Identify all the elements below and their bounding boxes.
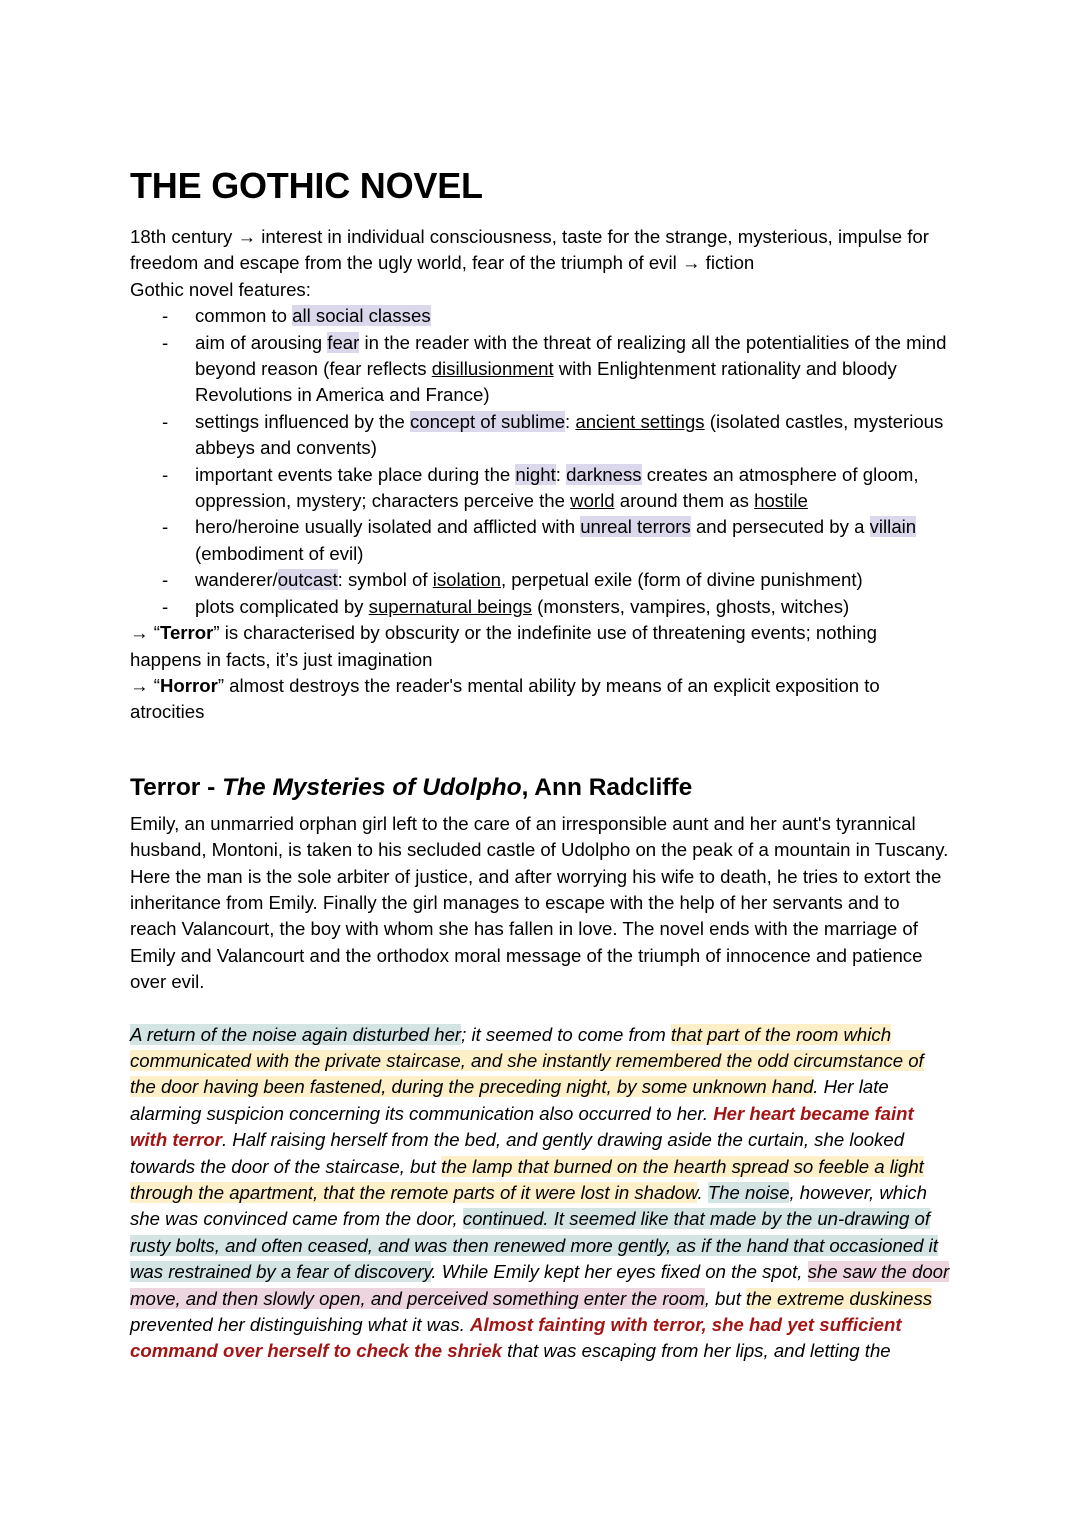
excerpt-segment: . Her late alarming suspicion concerning its communication also occurred to her. — [130, 1076, 889, 1124]
item-text: aim of arousing — [195, 331, 328, 353]
terror-definition — [130, 620, 950, 673]
excerpt-yel-segment: the lamp that burned on the hearth spread so feeble a light through the apartment, that the remote parts of it were lost in shadow — [130, 1155, 924, 1203]
features-list — [130, 303, 950, 620]
list-item — [195, 594, 950, 620]
plot-summary: Emily, an unmarried orphan girl left to the care of an irresponsible aunt and her aunt's tyrannical husband, Montoni, is taken to his secluded castle of Udolpho on the peak of a mountain in Tuscany. Here the man is the sole arbiter of justice, and after worrying his wife to death, he tries to extort the inheritance from Emily. Finally the girl manages to escape with the help of her servants and to reach Valancourt, the boy with whom she has fallen in love. The novel ends with the marriage of Emily and Valancourt and the orthodox moral message of the triumph of innocence and patience over evil. — [130, 812, 949, 993]
underlined-term: supernatural beings — [368, 595, 532, 617]
underlined-term: ancient settings — [575, 410, 705, 432]
quote-mark: “ — [153, 622, 160, 644]
definition-text: ” is characterised by obscurity or the indefinite use of threatening events; nothing happens in facts, it’s just imagination — [130, 622, 877, 670]
horror-definition — [130, 673, 950, 726]
excerpt-segment: , but — [704, 1287, 747, 1309]
arrow-symbol: → — [130, 622, 149, 644]
item-text: creates an atmosphere of gloom, oppression, mystery; characters perceive the — [195, 463, 919, 512]
list-item — [195, 330, 950, 409]
item-text: plots complicated by — [195, 595, 369, 617]
features-heading: Gothic novel features: — [130, 278, 311, 300]
arrow-symbol: → — [681, 252, 701, 274]
item-text: : — [565, 410, 576, 432]
excerpt-segment: prevented her distinguishing what it was. — [130, 1314, 471, 1336]
excerpt-segment: that was escaping from her lips, and letting the — [502, 1340, 891, 1362]
author-name: , Ann Radcliffe — [521, 773, 693, 801]
item-text: with Enlightenment rationality and bloody Revolutions in America and France) — [195, 358, 897, 406]
highlighted-term: unreal terrors — [580, 516, 691, 538]
term-horror: Horror — [159, 674, 218, 696]
excerpt-red-segment: Almost fainting with terror, she had yet sufficient command over herself to check the shriek — [130, 1314, 902, 1362]
list-item — [195, 409, 950, 462]
quote-mark: “ — [153, 674, 160, 696]
item-text: : — [555, 463, 567, 485]
intro-text: fiction — [705, 252, 755, 274]
excerpt-red-segment: Her heart became faint with terror — [130, 1102, 914, 1151]
excerpt-yel-segment: the extreme duskiness — [746, 1287, 933, 1309]
term-terror: Terror — [159, 622, 214, 644]
item-text: (embodiment of evil) — [195, 542, 364, 564]
highlighted-term: fear — [327, 331, 360, 353]
list-item — [195, 462, 950, 515]
item-text: : symbol of — [337, 569, 433, 591]
highlighted-term: concept of sublime — [410, 410, 566, 432]
item-text: hero/heroine usually isolated and afflicted with — [195, 516, 581, 538]
highlighted-term: darkness — [566, 463, 642, 485]
item-text: (monsters, vampires, ghosts, witches) — [531, 595, 850, 617]
item-text: important events take place during the — [195, 463, 516, 485]
item-text: (isolated castles, mysterious abbeys and convents) — [195, 410, 944, 459]
item-text: , perpetual exile (form of divine punishment) — [500, 569, 863, 591]
highlighted-term: outcast — [277, 569, 338, 591]
definition-text: ” almost destroys the reader's mental ability by means of an explicit exposition to atrocities — [130, 674, 880, 723]
intro-paragraph — [130, 224, 950, 303]
item-text: around them as — [614, 490, 755, 512]
underlined-term: isolation — [432, 569, 501, 591]
novel-excerpt — [130, 1022, 950, 1365]
item-text: common to — [195, 305, 293, 327]
intro-text: interest in individual consciousness, taste for the strange, mysterious, impulse for freedom and escape from the ugly world, fear of the triumph of evil — [130, 226, 929, 274]
excerpt-segment: , however, which she was convinced came from the door, — [130, 1182, 927, 1230]
underlined-term: hostile — [754, 490, 808, 512]
list-item — [195, 303, 950, 329]
item-text: wanderer/ — [195, 569, 278, 591]
excerpt-teal-segment: continued. It seemed like that made by the un-drawing of rusty bolts, and often ceased, and was then renewed more gently, as if the hand that occasioned it was restrained by a fear of discovery — [130, 1208, 938, 1283]
excerpt-segment: . — [697, 1182, 708, 1203]
excerpt-segment: ; it seemed to come from — [461, 1023, 671, 1045]
document-content — [130, 160, 950, 1365]
underlined-term: world — [570, 490, 615, 512]
excerpt-teal-segment: The noise — [707, 1182, 790, 1203]
page-title: THE GOTHIC NOVEL — [130, 165, 483, 206]
list-item — [195, 514, 950, 567]
excerpt-pink-segment: she saw the door move, and then slowly open, and perceived something enter the room — [130, 1261, 950, 1309]
section-heading — [130, 771, 950, 805]
item-text: settings influenced by the — [195, 410, 410, 432]
excerpt-segment: . Half raising herself from the bed, and gently drawing aside the curtain, she looked towards the door of the staircase, but — [130, 1129, 905, 1177]
arrow-symbol: → — [130, 674, 149, 696]
highlighted-term: night — [515, 463, 556, 485]
item-text: in the reader with the threat of realizing all the potentialities of the mind beyond reason (fear reflects — [195, 331, 947, 380]
list-item — [195, 567, 950, 593]
book-title: The Mysteries of Udolpho — [222, 773, 522, 801]
arrow-symbol: → — [237, 226, 257, 247]
excerpt-teal-segment: A return of the noise again disturbed her — [130, 1023, 462, 1045]
excerpt-yel-segment: that part of the room which communicated with the private staircase, and she instantly remembered the odd circumstance of the door having been fastened, during the preceding night, by some unknown hand — [130, 1023, 924, 1098]
excerpt-segment: . While Emily kept her eyes fixed on the spot, — [431, 1261, 808, 1283]
highlighted-term: all social classes — [292, 305, 431, 327]
item-text: and persecuted by a — [690, 516, 870, 538]
highlighted-term: villain — [869, 516, 917, 538]
heading-text: Terror - — [130, 773, 223, 801]
intro-text: 18th century — [130, 226, 233, 247]
underlined-term: disillusionment — [431, 358, 554, 380]
